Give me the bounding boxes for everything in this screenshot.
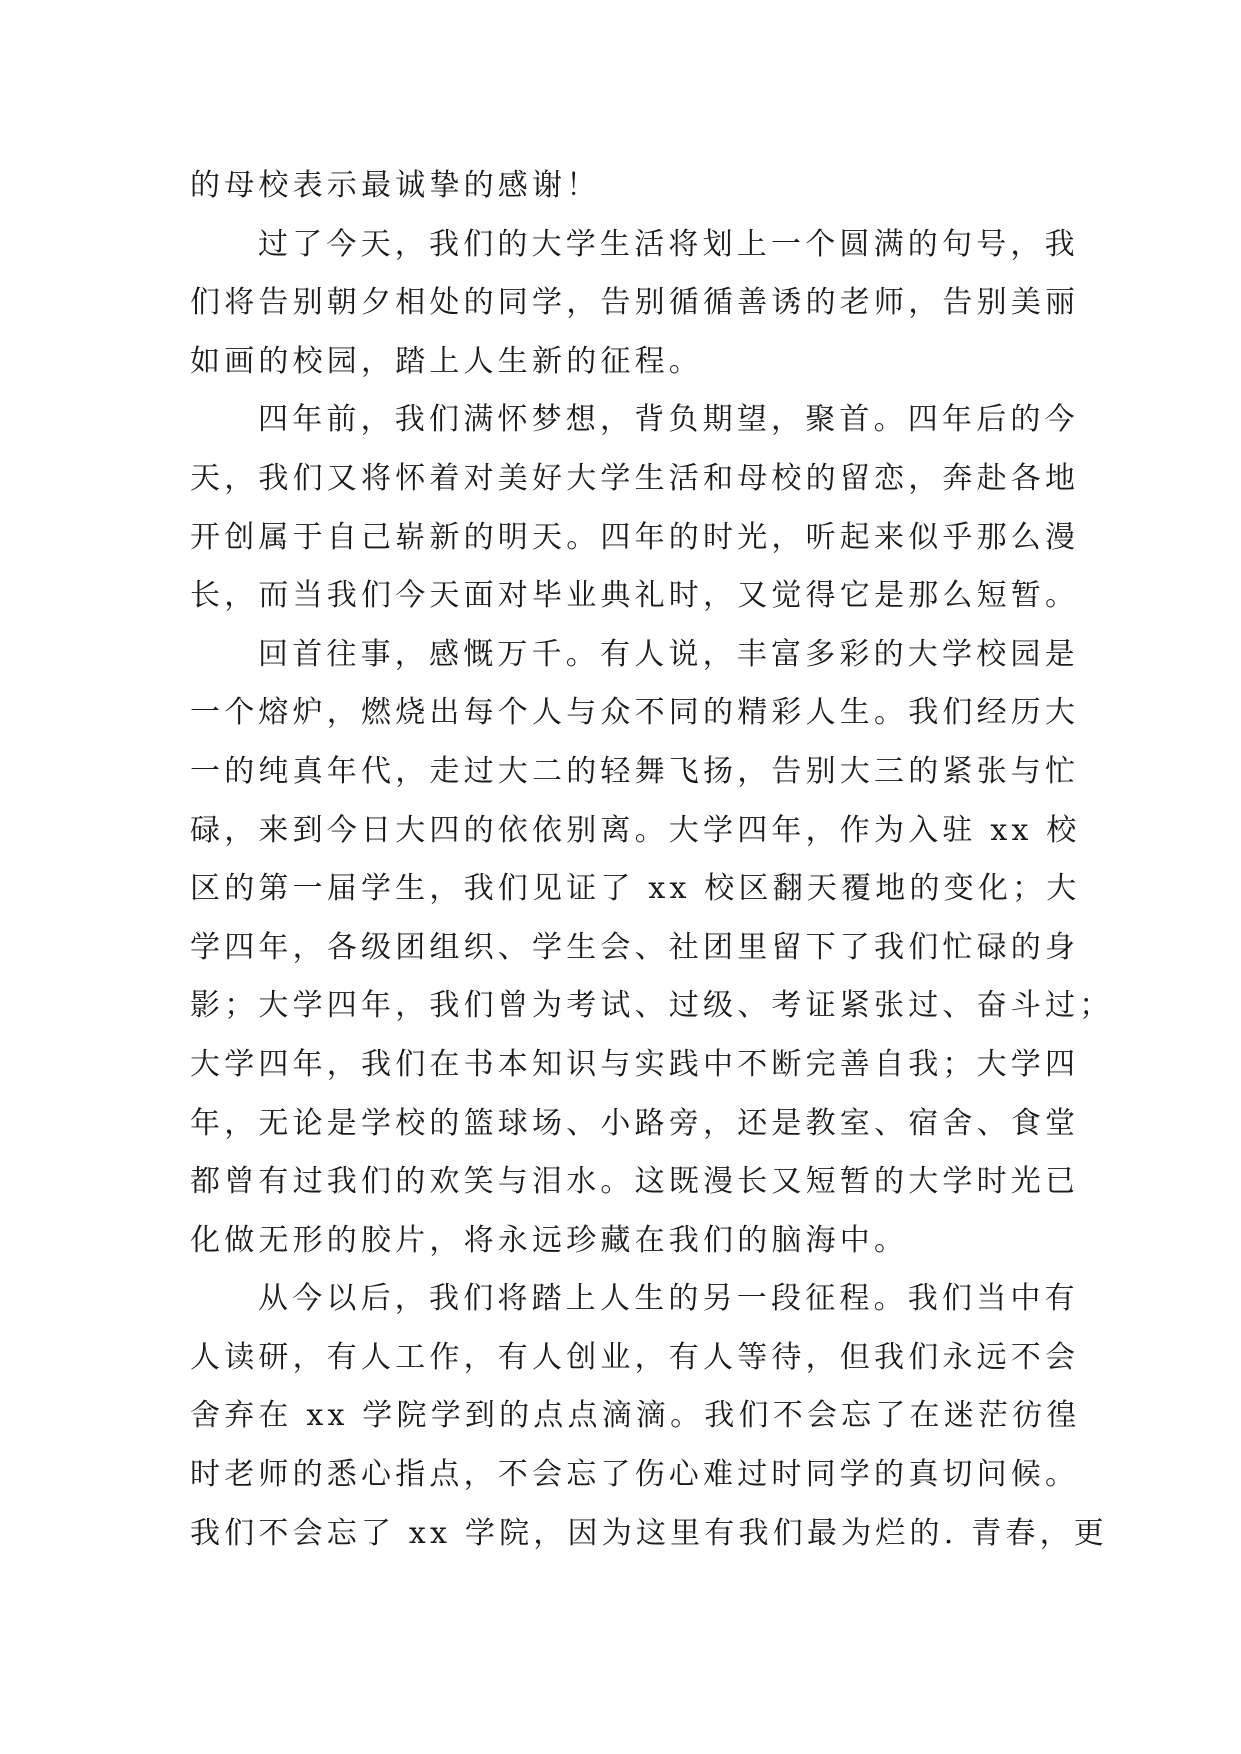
text-line: 碌，来到今日大四的依依别离。大学四年，作为入驻 xx 校 xyxy=(190,812,1081,848)
text-line: 一的纯真年代，走过大二的轻舞飞扬，告别大三的紧张与忙 xyxy=(190,753,1080,789)
text-line: 天，我们又将怀着对美好大学生活和母校的留恋，奔赴各地 xyxy=(190,460,1080,496)
text-line: 人读研，有人工作，有人创业，有人等待，但我们永远不会 xyxy=(190,1339,1080,1375)
text-line: 如画的校园，踏上人生新的征程。 xyxy=(190,343,703,379)
paragraph-first-line: 回首往事，感慨万千。有人说，丰富多彩的大学校园是 xyxy=(258,636,1079,672)
text-line: 学四年，各级团组织、学生会、社团里留下了我们忙碌的身 xyxy=(190,929,1080,965)
text-line: 年，无论是学校的篮球场、小路旁，还是教室、宿舍、食堂 xyxy=(190,1105,1080,1141)
text-line: 开创属于自己崭新的明天。四年的时光，听起来似乎那么漫 xyxy=(190,519,1080,555)
text-line: 时老师的悉心指点，不会忘了伤心难过时同学的真切问候。 xyxy=(190,1457,1080,1493)
body-text xyxy=(190,157,1114,1563)
text-line: 的母校表示最诚挚的感谢！ xyxy=(190,168,601,203)
text-line: 化做无形的胶片，将永远珍藏在我们的脑海中。 xyxy=(190,1222,909,1258)
text-line: 舍弃在 xx 学院学到的点点滴滴。我们不会忘了在迷茫彷徨 xyxy=(190,1398,1081,1434)
text-line: 一个熔炉，燃烧出每个人与众不同的精彩人生。我们经历大 xyxy=(190,695,1080,731)
text-line: 长，而当我们今天面对毕业典礼时，又觉得它是那么短暂。 xyxy=(190,578,1080,614)
text-line: 我们不会忘了 xx 学院，因为这里有我们最为烂的. 青春，更 xyxy=(190,1515,1108,1551)
paragraph-first-line: 从今以后，我们将踏上人生的另一段征程。我们当中有 xyxy=(258,1281,1079,1317)
text-line: 大学四年，我们在书本知识与实践中不断完善自我；大学四 xyxy=(190,1046,1080,1082)
text-line: 区的第一届学生，我们见证了 xx 校区翻天覆地的变化；大 xyxy=(190,871,1081,907)
paragraph-first-line: 过了今天，我们的大学生活将划上一个圆满的句号，我 xyxy=(258,226,1079,262)
text-line: 都曾有过我们的欢笑与泪水。这既漫长又短暂的大学时光已 xyxy=(190,1164,1080,1200)
text-line: 们将告别朝夕相处的同学，告别循循善诱的老师，告别美丽 xyxy=(190,285,1080,321)
paragraph-first-line: 四年前，我们满怀梦想，背负期望，聚首。四年后的今 xyxy=(258,402,1079,438)
text-line: 影；大学四年，我们曾为考试、过级、考证紧张过、奋斗过； xyxy=(190,988,1114,1024)
